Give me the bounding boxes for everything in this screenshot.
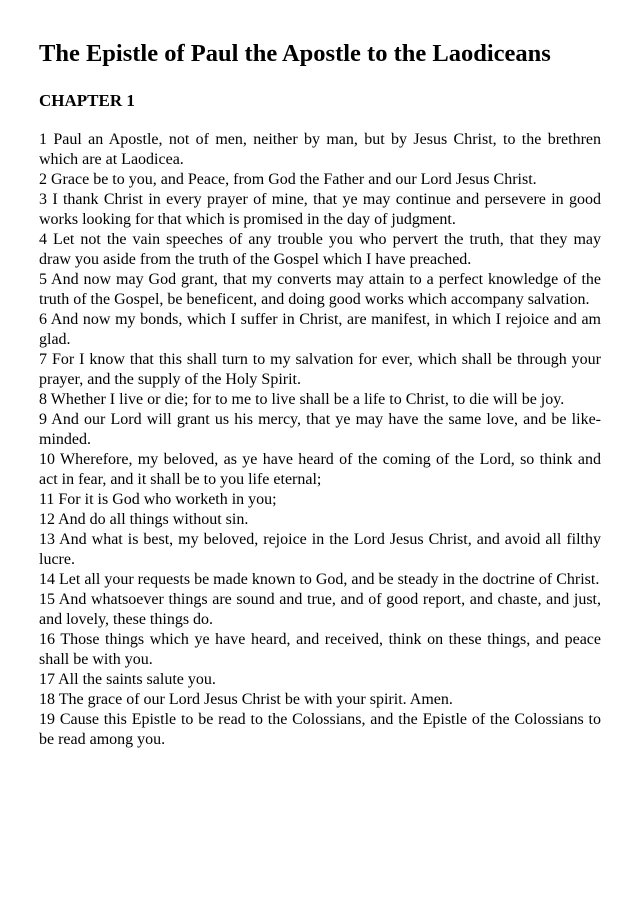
verse-4: 4 Let not the vain speeches of any trouble you who pervert the truth, that they may draw you aside from the truth of the Gospel which I have preached.	[39, 231, 601, 268]
verse-9: 9 And our Lord will grant us his mercy, that ye may have the same love, and be like-minded.	[39, 411, 601, 448]
verse-7: 7 For I know that this shall turn to my salvation for ever, which shall be through your prayer, and the supply of the Holy Spirit.	[39, 351, 601, 388]
document-page	[39, 37, 601, 750]
verse-2: 2 Grace be to you, and Peace, from God the Father and our Lord Jesus Christ.	[39, 171, 537, 188]
chapter-heading: CHAPTER 1	[39, 91, 135, 110]
verse-1: 1 Paul an Apostle, not of men, neither by man, but by Jesus Christ, to the brethren which are at Laodicea.	[39, 131, 601, 168]
verse-16: 16 Those things which ye have heard, and received, think on these things, and peace shall be with you.	[39, 631, 601, 668]
document-title: The Epistle of Paul the Apostle to the Laodiceans	[39, 40, 551, 67]
verse-15: 15 And whatsoever things are sound and true, and of good report, and chaste, and just, and lovely, these things do.	[39, 591, 601, 628]
verse-list	[39, 130, 601, 750]
verse-8: 8 Whether I live or die; for to me to live shall be a life to Christ, to die will be joy.	[39, 391, 565, 408]
verse-6: 6 And now my bonds, which I suffer in Christ, are manifest, in which I rejoice and am glad.	[39, 311, 601, 348]
verse-14: 14 Let all your requests be made known to God, and be steady in the doctrine of Christ.	[39, 571, 600, 588]
verse-13: 13 And what is best, my beloved, rejoice in the Lord Jesus Christ, and avoid all filthy lucre.	[39, 531, 601, 568]
verse-11: 11 For it is God who worketh in you;	[39, 491, 277, 508]
verse-18: 18 The grace of our Lord Jesus Christ be with your spirit. Amen.	[39, 691, 453, 708]
verse-10: 10 Wherefore, my beloved, as ye have heard of the coming of the Lord, so think and act in fear, and it shall be to you life eternal;	[39, 451, 601, 488]
verse-19: 19 Cause this Epistle to be read to the Colossians, and the Epistle of the Colossians to be read among you.	[39, 711, 601, 748]
verse-5: 5 And now may God grant, that my converts may attain to a perfect knowledge of the truth of the Gospel, be beneficent, and doing good works which accompany salvation.	[39, 271, 601, 308]
verse-12: 12 And do all things without sin.	[39, 511, 249, 528]
verse-3: 3 I thank Christ in every prayer of mine, that ye may continue and persevere in good works looking for that which is promised in the day of judgment.	[39, 191, 601, 228]
verse-17: 17 All the saints salute you.	[39, 671, 216, 688]
